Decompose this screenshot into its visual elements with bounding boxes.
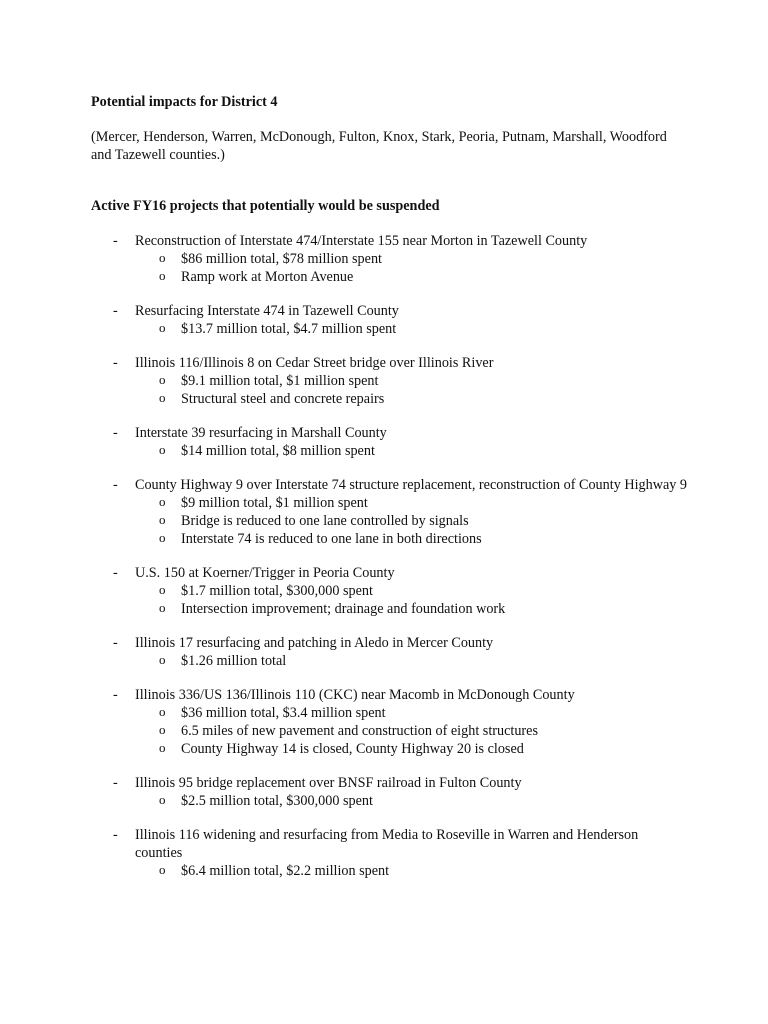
project-detail-text: $6.4 million total, $2.2 million spent bbox=[181, 863, 390, 879]
project-title: U.S. 150 at Koerner/Trigger in Peoria County bbox=[135, 565, 395, 581]
project-detail-text: Structural steel and concrete repairs bbox=[181, 391, 385, 407]
project-detail bbox=[135, 652, 688, 670]
project-details bbox=[135, 442, 688, 460]
project-title: Illinois 17 resurfacing and patching in Aledo in Mercer County bbox=[135, 635, 494, 651]
circle-bullet-icon: o bbox=[159, 320, 166, 335]
project-detail bbox=[135, 372, 688, 390]
counties-note: (Mercer, Henderson, Warren, McDonough, Fulton, Knox, Stark, Peoria, Putnam, Marshall, Woodford and Tazewell counties.) bbox=[91, 129, 667, 163]
project-item bbox=[91, 476, 688, 548]
project-details bbox=[135, 582, 688, 618]
section-title: Active FY16 projects that potentially would be suspended bbox=[91, 198, 440, 214]
project-item bbox=[91, 634, 688, 670]
circle-bullet-icon: o bbox=[159, 494, 166, 509]
project-detail-text: 6.5 miles of new pavement and construction of eight structures bbox=[181, 723, 538, 739]
circle-bullet-icon: o bbox=[159, 372, 166, 387]
project-detail bbox=[135, 530, 688, 548]
project-detail bbox=[135, 600, 688, 618]
project-details bbox=[135, 320, 688, 338]
project-detail-text: $86 million total, $78 million spent bbox=[181, 251, 382, 267]
project-item bbox=[91, 774, 688, 810]
circle-bullet-icon: o bbox=[159, 442, 166, 457]
project-detail bbox=[135, 250, 688, 268]
project-title: Illinois 116/Illinois 8 on Cedar Street bridge over Illinois River bbox=[135, 355, 494, 371]
project-detail-text: $1.26 million total bbox=[181, 653, 287, 669]
project-item bbox=[91, 686, 688, 758]
dash-bullet-icon: - bbox=[113, 355, 118, 371]
project-item bbox=[91, 354, 688, 408]
project-detail-text: Interstate 74 is reduced to one lane in both directions bbox=[181, 531, 482, 547]
dash-bullet-icon: - bbox=[113, 303, 118, 319]
project-title: Illinois 95 bridge replacement over BNSF railroad in Fulton County bbox=[135, 775, 522, 791]
project-detail-text: $9 million total, $1 million spent bbox=[181, 495, 368, 511]
project-detail-text: $2.5 million total, $300,000 spent bbox=[181, 793, 373, 809]
project-detail-text: Ramp work at Morton Avenue bbox=[181, 269, 354, 285]
circle-bullet-icon: o bbox=[159, 862, 166, 877]
project-item bbox=[91, 424, 688, 460]
project-item bbox=[91, 232, 688, 286]
project-details bbox=[135, 862, 688, 880]
dash-bullet-icon: - bbox=[113, 477, 118, 493]
project-title: Interstate 39 resurfacing in Marshall County bbox=[135, 425, 387, 441]
project-item bbox=[91, 302, 688, 338]
project-detail bbox=[135, 268, 688, 286]
project-detail bbox=[135, 442, 688, 460]
project-title: Resurfacing Interstate 474 in Tazewell County bbox=[135, 303, 399, 319]
dash-bullet-icon: - bbox=[113, 635, 118, 651]
circle-bullet-icon: o bbox=[159, 600, 166, 615]
dash-bullet-icon: - bbox=[113, 425, 118, 441]
circle-bullet-icon: o bbox=[159, 792, 166, 807]
circle-bullet-icon: o bbox=[159, 530, 166, 545]
circle-bullet-icon: o bbox=[159, 704, 166, 719]
project-detail-text: Intersection improvement; drainage and foundation work bbox=[181, 601, 506, 617]
page-title: Potential impacts for District 4 bbox=[91, 94, 278, 110]
dash-bullet-icon: - bbox=[113, 827, 118, 843]
project-detail bbox=[135, 740, 688, 758]
project-details bbox=[135, 704, 688, 758]
project-detail-text: $14 million total, $8 million spent bbox=[181, 443, 375, 459]
project-detail bbox=[135, 704, 688, 722]
dash-bullet-icon: - bbox=[113, 233, 118, 249]
project-item bbox=[91, 826, 688, 880]
project-detail bbox=[135, 494, 688, 512]
project-detail-text: $36 million total, $3.4 million spent bbox=[181, 705, 386, 721]
project-detail bbox=[135, 512, 688, 530]
project-detail-text: County Highway 14 is closed, County Highway 20 is closed bbox=[181, 741, 524, 757]
project-details bbox=[135, 792, 688, 810]
project-details bbox=[135, 652, 688, 670]
project-details bbox=[135, 494, 688, 548]
circle-bullet-icon: o bbox=[159, 390, 166, 405]
dash-bullet-icon: - bbox=[113, 687, 118, 703]
project-title: County Highway 9 over Interstate 74 structure replacement, reconstruction of County Highway 9 bbox=[135, 477, 687, 493]
project-item bbox=[91, 564, 688, 618]
project-title: Illinois 336/US 136/Illinois 110 (CKC) near Macomb in McDonough County bbox=[135, 687, 575, 703]
project-list bbox=[91, 232, 688, 880]
project-title: Illinois 116 widening and resurfacing from Media to Roseville in Warren and Henderson counties bbox=[135, 827, 639, 861]
project-detail-text: Bridge is reduced to one lane controlled by signals bbox=[181, 513, 469, 529]
project-details bbox=[135, 372, 688, 408]
project-detail bbox=[135, 390, 688, 408]
project-detail-text: $13.7 million total, $4.7 million spent bbox=[181, 321, 397, 337]
project-details bbox=[135, 250, 688, 286]
project-detail bbox=[135, 582, 688, 600]
circle-bullet-icon: o bbox=[159, 722, 166, 737]
circle-bullet-icon: o bbox=[159, 512, 166, 527]
project-detail bbox=[135, 722, 688, 740]
project-detail bbox=[135, 792, 688, 810]
circle-bullet-icon: o bbox=[159, 250, 166, 265]
circle-bullet-icon: o bbox=[159, 740, 166, 755]
dash-bullet-icon: - bbox=[113, 565, 118, 581]
circle-bullet-icon: o bbox=[159, 268, 166, 283]
circle-bullet-icon: o bbox=[159, 652, 166, 667]
project-detail-text: $1.7 million total, $300,000 spent bbox=[181, 583, 373, 599]
project-detail-text: $9.1 million total, $1 million spent bbox=[181, 373, 379, 389]
circle-bullet-icon: o bbox=[159, 582, 166, 597]
project-title: Reconstruction of Interstate 474/Interstate 155 near Morton in Tazewell County bbox=[135, 233, 588, 249]
project-detail bbox=[135, 862, 688, 880]
project-detail bbox=[135, 320, 688, 338]
dash-bullet-icon: - bbox=[113, 775, 118, 791]
